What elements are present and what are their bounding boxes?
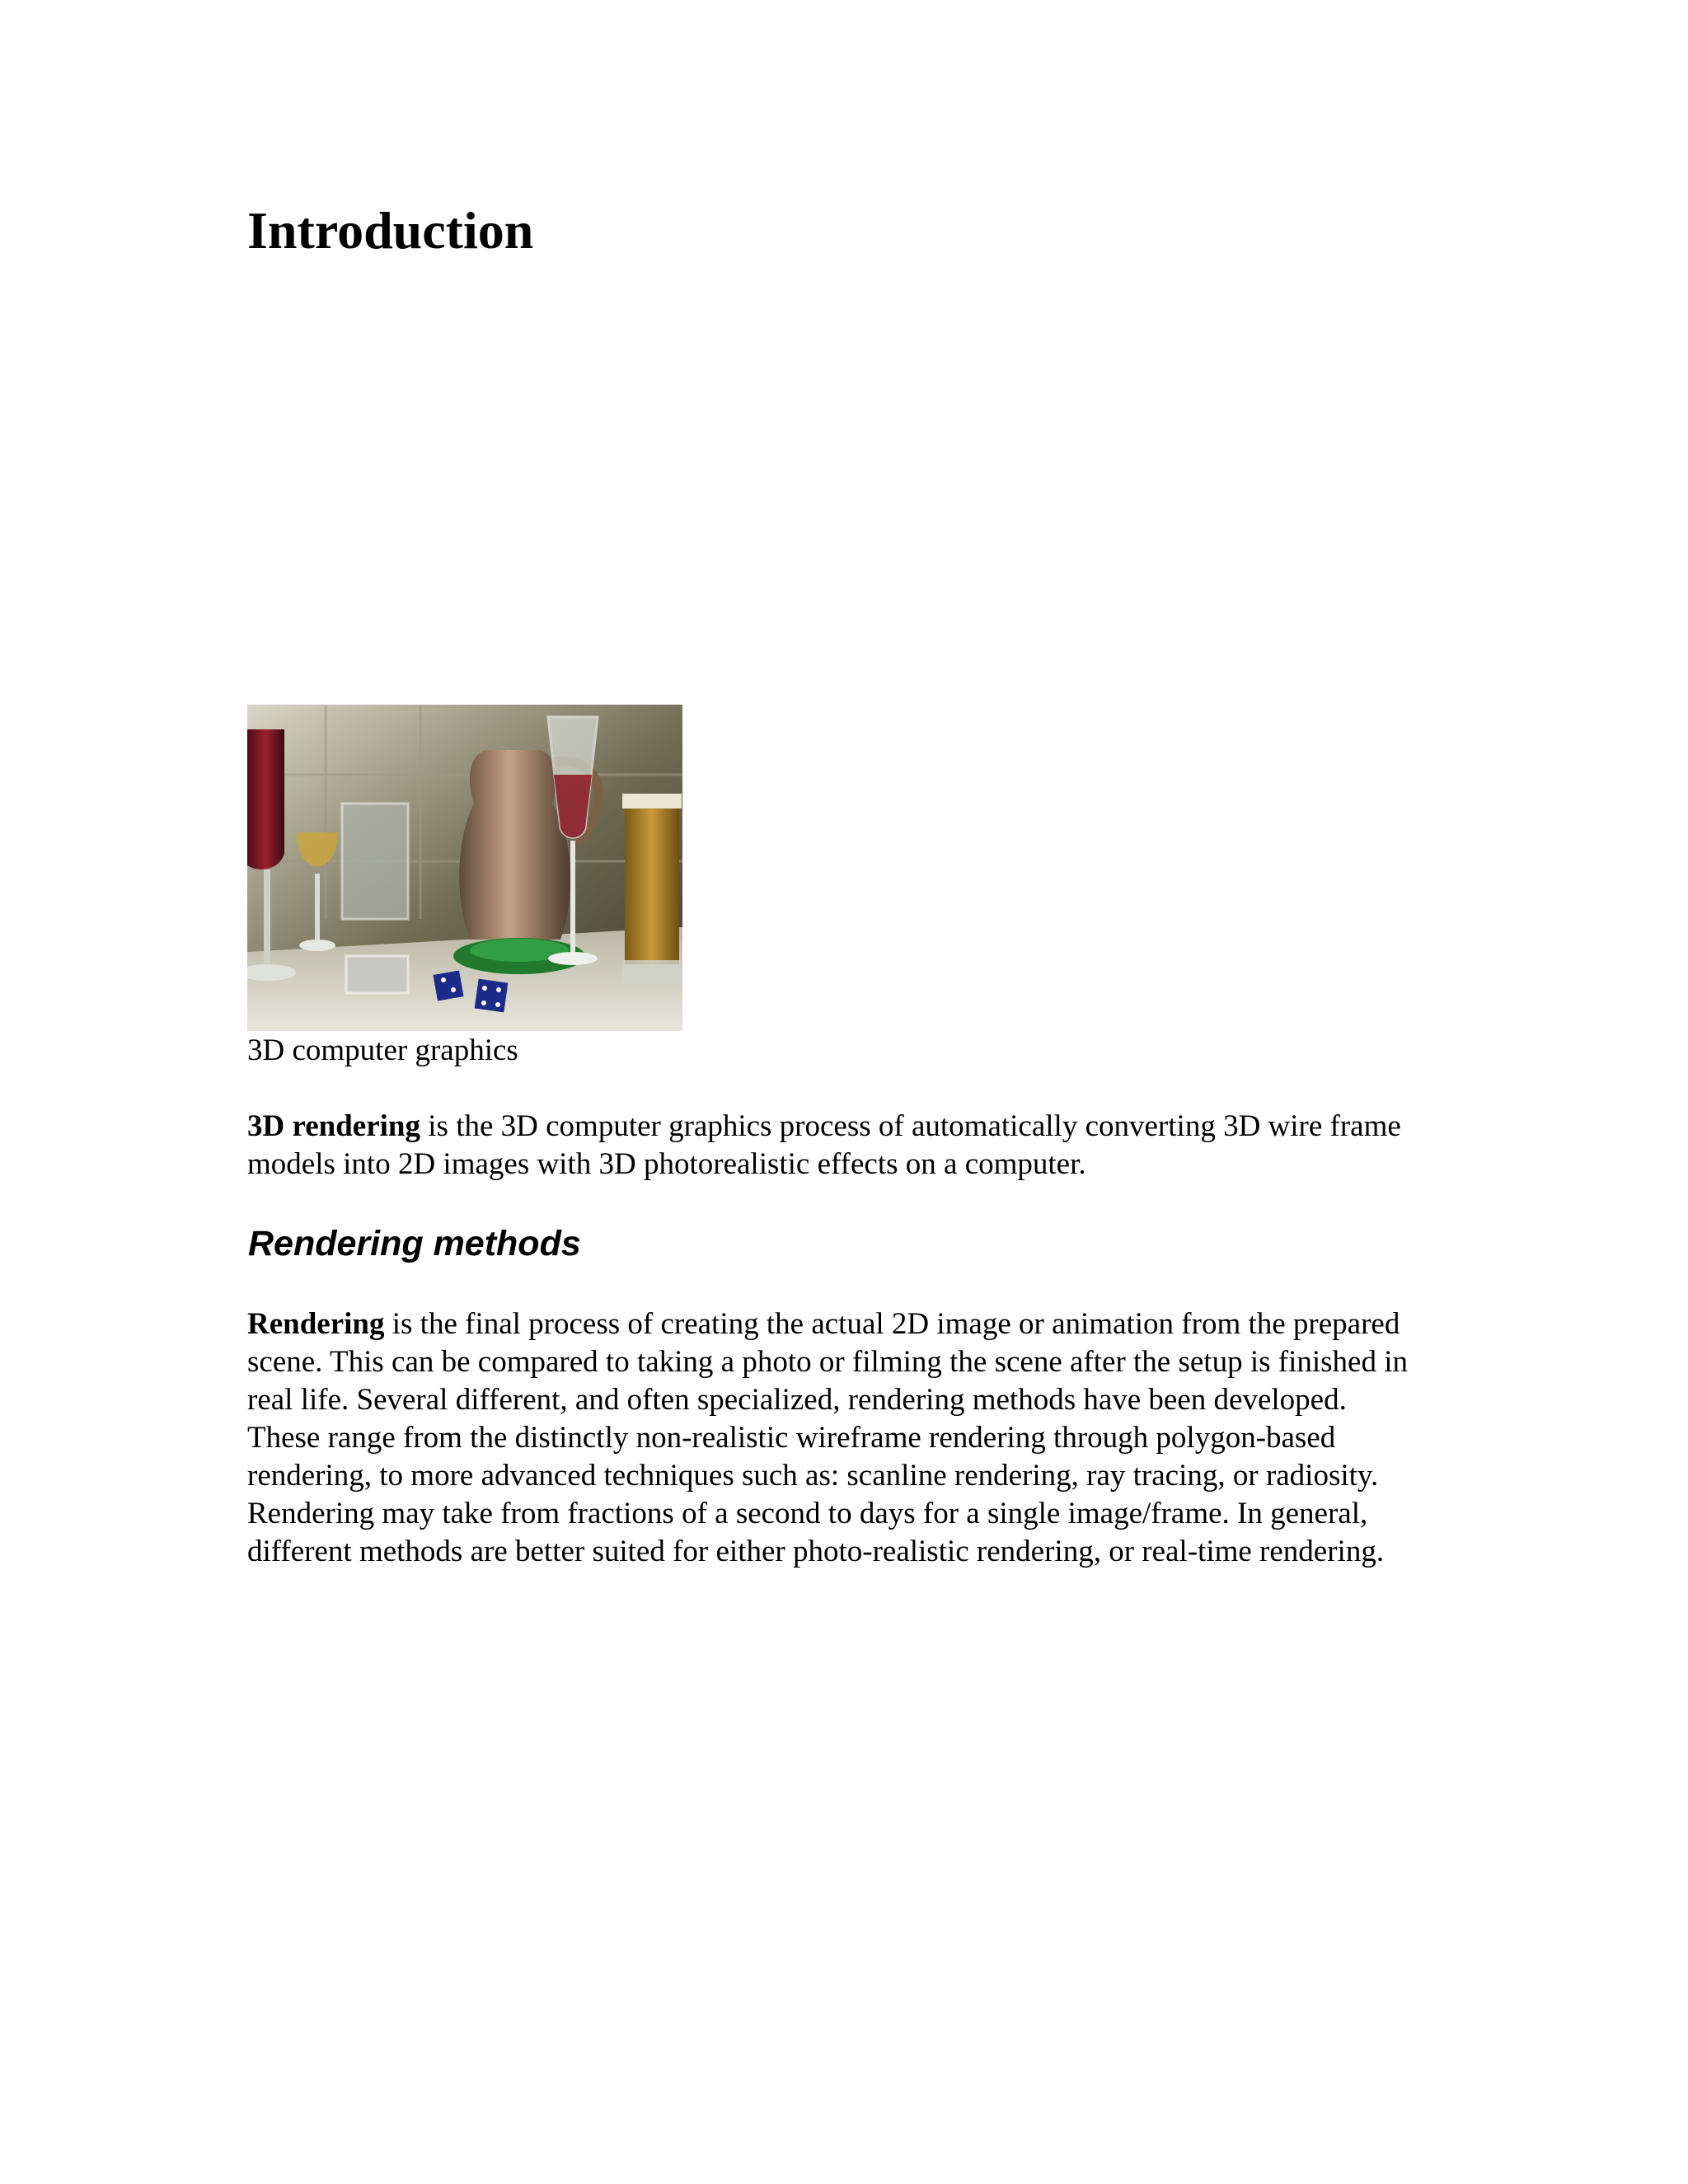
intro-paragraph: [247, 1108, 1426, 1183]
rendered-glassware-image: [247, 705, 682, 1031]
section-paragraph: [247, 1305, 1426, 1571]
section-title: Rendering methods: [248, 1224, 581, 1263]
intro-body-text: is the 3D computer graphics process of automatically converting 3D wire frame models into 2D images with 3D photorealistic effects on a computer.: [247, 1109, 1401, 1181]
figure-caption: 3D computer graphics: [247, 1033, 518, 1067]
section-body-text: is the final process of creating the actual 2D image or animation from the prepared scene. This can be compared to taking a photo or filming the scene after the setup is finished in real life. Several different, and often specialized, rendering methods have been developed. These range from the distinctly non-realistic wireframe rendering through polygon-based rendering, to more advanced techniques such as: scanline rendering, ray tracing, or radiosity. Rendering may take from fractions of a second to days for a single image/frame. In general, different methods are better suited for either photo-realistic rendering, or real-time rendering.: [247, 1307, 1408, 1568]
glassware-picture-icon: [247, 705, 682, 1031]
page-title: Introduction: [247, 201, 534, 260]
section-lead-term: Rendering: [247, 1307, 385, 1341]
intro-lead-term: 3D rendering: [247, 1109, 421, 1143]
